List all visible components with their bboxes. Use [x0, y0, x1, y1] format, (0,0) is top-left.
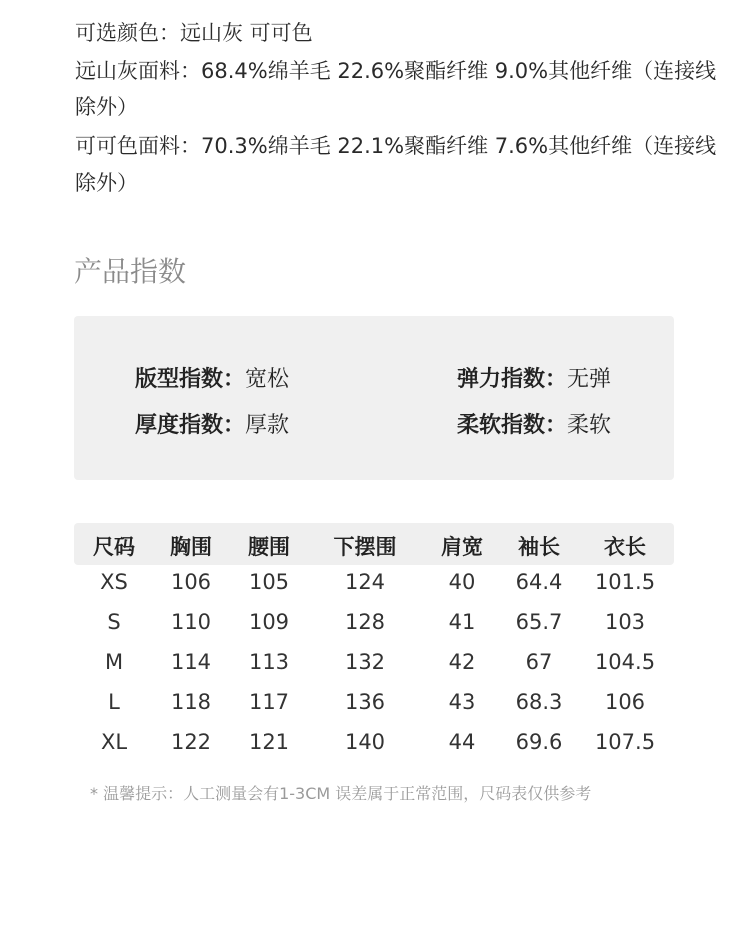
cell-hem: 124 — [344, 570, 386, 594]
cell-size: S — [107, 610, 121, 634]
index-thickness: 厚度指数：厚款 — [135, 413, 290, 438]
cell-size: L — [108, 690, 120, 714]
table-row — [74, 724, 674, 764]
table-row — [74, 604, 674, 644]
header-hem: 下摆围 — [333, 535, 397, 559]
cell-shoulder: 43 — [448, 690, 476, 714]
cell-size: XS — [100, 570, 128, 594]
cell-sleeve: 69.6 — [515, 730, 563, 754]
header-chest: 胸围 — [170, 535, 212, 559]
cell-size: M — [104, 650, 124, 674]
cell-chest: 114 — [170, 650, 212, 674]
header-sleeve: 袖长 — [518, 535, 560, 559]
cell-sleeve: 65.7 — [515, 610, 563, 634]
cell-sleeve: 64.4 — [515, 570, 563, 594]
cell-length: 104.5 — [594, 650, 656, 674]
cell-shoulder: 41 — [448, 610, 476, 634]
cell-hem: 136 — [344, 690, 386, 714]
color-options-text: 可选颜色：远山灰 可可色 — [75, 21, 313, 45]
header-length: 衣长 — [604, 535, 646, 559]
gray-fabric-text: 远山灰面料：68.4%绵羊毛 22.6%聚酯纤维 9.0%其他纤维（连接线 — [75, 59, 717, 83]
cocoa-fabric-text: 可可色面料：70.3%绵羊毛 22.1%聚酯纤维 7.6%其他纤维（连接线 — [75, 134, 717, 158]
header-shoulder: 肩宽 — [441, 535, 483, 559]
cell-waist: 109 — [248, 610, 290, 634]
section-title: 产品指数 — [74, 255, 187, 288]
cell-waist: 105 — [248, 570, 290, 594]
cell-waist: 121 — [248, 730, 290, 754]
cell-sleeve: 67 — [525, 650, 553, 674]
cell-hem: 128 — [344, 610, 386, 634]
header-size: 尺码 — [93, 535, 135, 559]
cell-chest: 118 — [170, 690, 212, 714]
cell-shoulder: 40 — [448, 570, 476, 594]
cell-chest: 122 — [170, 730, 212, 754]
index-fit: 版型指数：宽松 — [135, 367, 290, 392]
cell-length: 106 — [604, 690, 646, 714]
cell-waist: 113 — [248, 650, 290, 674]
cell-sleeve: 68.3 — [515, 690, 563, 714]
size-table-header — [74, 523, 674, 565]
cell-waist: 117 — [248, 690, 290, 714]
size-note: * 温馨提示：人工测量会有1-3CM 误差属于正常范围，尺码表仅供参考 — [90, 784, 592, 803]
cocoa-fabric-text-cont: 除外） — [75, 171, 138, 195]
index-elasticity: 弹力指数：无弹 — [457, 367, 612, 392]
gray-fabric-text-cont: 除外） — [75, 95, 138, 119]
cell-shoulder: 42 — [448, 650, 476, 674]
cell-length: 107.5 — [594, 730, 656, 754]
index-softness: 柔软指数：柔软 — [457, 413, 612, 438]
product-index-panel — [74, 316, 674, 480]
table-row — [74, 564, 674, 604]
table-row — [74, 644, 674, 684]
cell-shoulder: 44 — [448, 730, 476, 754]
header-waist: 腰围 — [248, 535, 290, 559]
table-row — [74, 684, 674, 724]
cell-length: 103 — [604, 610, 646, 634]
cell-chest: 106 — [170, 570, 212, 594]
cell-length: 101.5 — [594, 570, 656, 594]
cell-chest: 110 — [170, 610, 212, 634]
cell-hem: 132 — [344, 650, 386, 674]
cell-size: XL — [100, 730, 128, 754]
cell-hem: 140 — [344, 730, 386, 754]
